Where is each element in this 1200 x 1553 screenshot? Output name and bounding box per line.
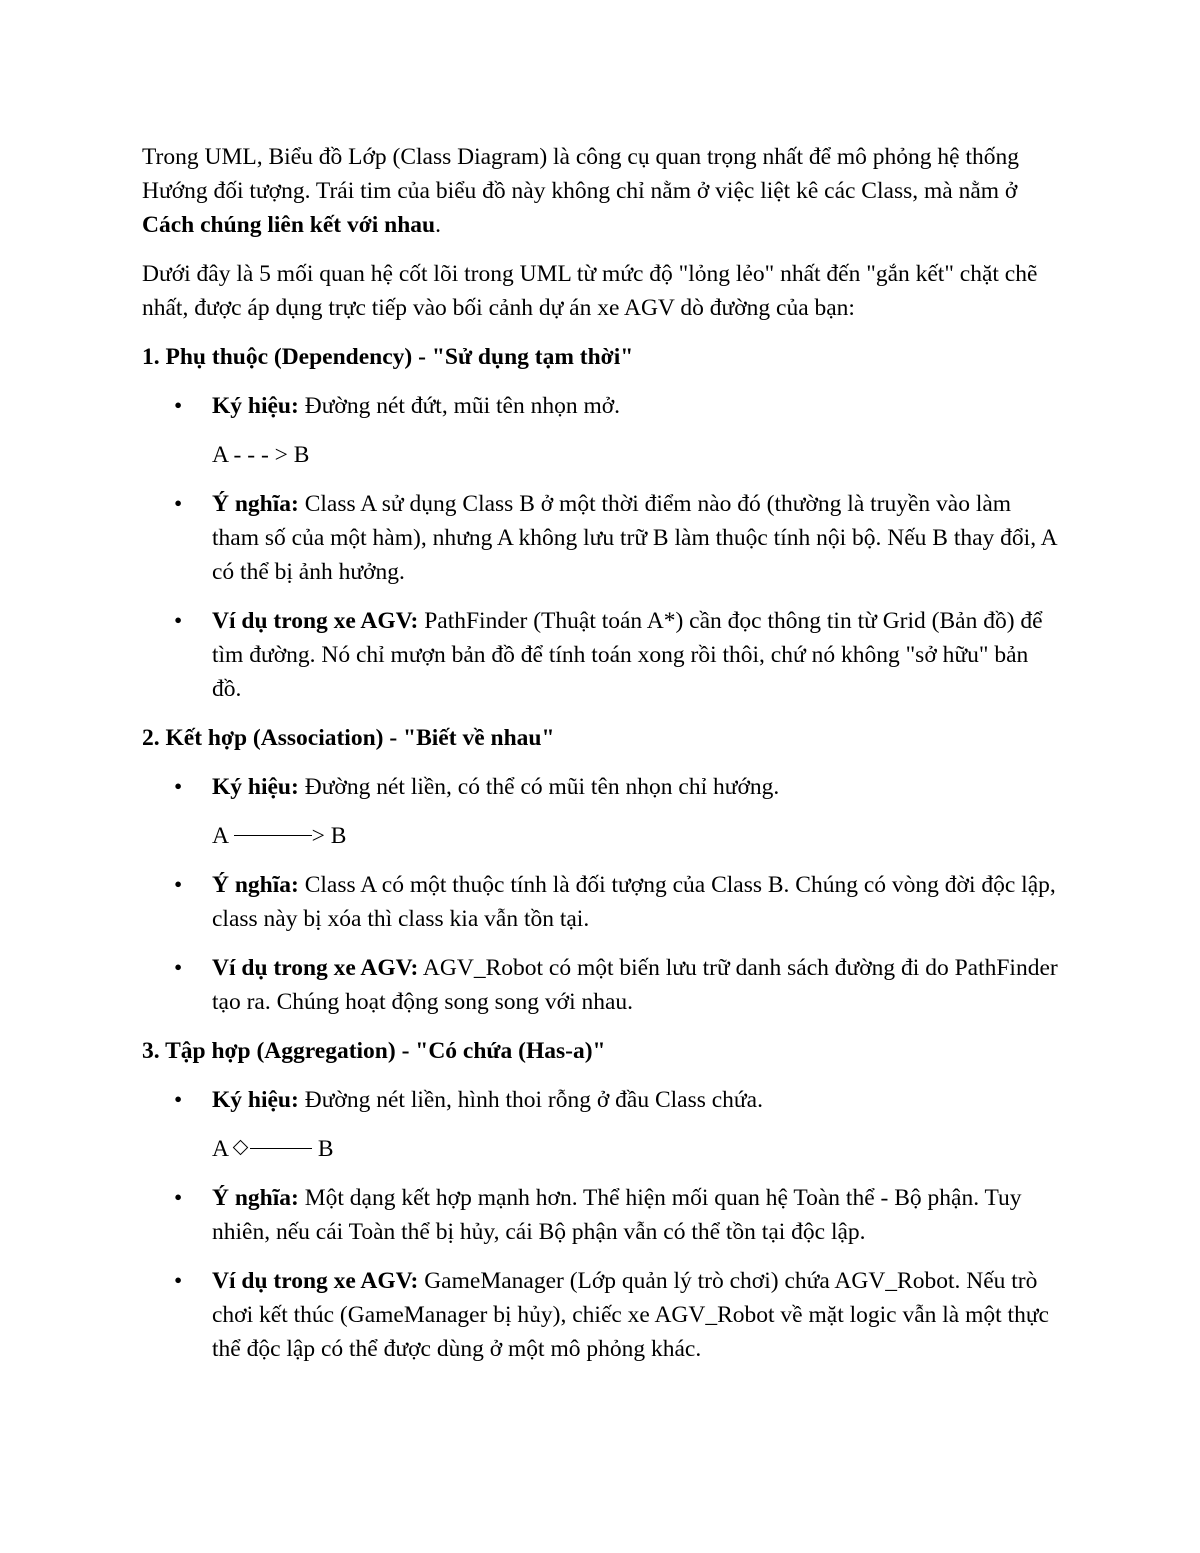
item-label: Ý nghĩa: — [212, 1185, 299, 1211]
intro-text: Trong UML, Biểu đồ Lớp (Class Diagram) là công cụ quan trọng nhất để mô phỏng hệ thống Hướng đối tượng. Trái tim của biểu đồ này không chỉ nằm ở việc liệt kê các Class, mà nằm ở — [142, 144, 1020, 204]
item-label: Ý nghĩa: — [212, 872, 299, 898]
notation-dependency: A - - - > B — [212, 442, 310, 468]
hollow-diamond-icon — [233, 1140, 249, 1156]
bullet-icon: • — [174, 393, 183, 419]
bullet-icon: • — [174, 1087, 183, 1113]
notation-aggregation — [142, 1132, 1062, 1166]
bullet-icon: • — [174, 872, 183, 898]
item-label: Ký hiệu: — [212, 393, 299, 419]
section-heading-association: 2. Kết hợp (Association) - "Biết về nhau" — [142, 725, 555, 751]
item-text: Đường nét liền, có thể có mũi tên nhọn chỉ hướng. — [298, 774, 780, 800]
list-item-symbol — [142, 1083, 1062, 1117]
item-label: Ký hiệu: — [212, 774, 299, 800]
intro-bold-text: Cách chúng liên kết với nhau — [142, 212, 436, 238]
item-text: Một dạng kết hợp mạnh hơn. Thể hiện mối quan hệ Toàn thể - Bộ phận. Tuy nhiên, nếu cái Toàn thể bị hủy, cái Bộ phận vẫn có thể tồn tại độc lập. — [212, 1185, 1022, 1245]
section-list-dependency — [142, 389, 1062, 423]
notation-right: > B — [311, 823, 347, 849]
notation-left: A — [212, 823, 234, 849]
item-text: GameManager (Lớp quản lý trò chơi) chứa AGV_Robot. Nếu trò chơi kết thúc (GameManager bị hủy), chiếc xe AGV_Robot về mặt logic vẫn là một thực thể độc lập có thể được dùng ở một mô phỏng khác. — [212, 1268, 1049, 1362]
section-list-aggregation-2 — [142, 1181, 1062, 1366]
intro-paragraph-2: Dưới đây là 5 mối quan hệ cốt lõi trong UML từ mức độ "lỏng lẻo" nhất đến "gắn kết" chặt chẽ nhất, được áp dụng trực tiếp vào bối cảnh dự án xe AGV dò đường của bạn: — [142, 261, 1038, 321]
list-item-example — [142, 604, 1062, 706]
bullet-icon: • — [174, 955, 183, 981]
section-heading-aggregation: 3. Tập hợp (Aggregation) - "Có chứa (Has-a)" — [142, 1038, 606, 1064]
item-text: Class A sử dụng Class B ở một thời điểm nào đó (thường là truyền vào làm tham số của một hàm), nhưng A không lưu trữ B làm thuộc tính nội bộ. Nếu B thay đổi, A có thể bị ảnh hưởng. — [212, 491, 1057, 585]
section-list-association-2 — [142, 868, 1062, 1019]
solid-line-icon — [234, 835, 312, 836]
item-text: AGV_Robot có một biến lưu trữ danh sách đường đi do PathFinder tạo ra. Chúng hoạt động song song với nhau. — [212, 955, 1058, 1015]
bullet-icon: • — [174, 1268, 183, 1294]
item-text: Đường nét liền, hình thoi rỗng ở đầu Class chứa. — [298, 1087, 763, 1113]
section-list-aggregation — [142, 1083, 1062, 1117]
document-page — [142, 140, 1062, 1381]
item-text: Class A có một thuộc tính là đối tượng của Class B. Chúng có vòng đời độc lập, class này bị xóa thì class kia vẫn tồn tại. — [212, 872, 1056, 932]
section-list-dependency-2 — [142, 487, 1062, 706]
list-item-meaning — [142, 1181, 1062, 1249]
intro-end: . — [435, 212, 441, 238]
item-text: PathFinder (Thuật toán A*) cần đọc thông tin từ Grid (Bản đồ) để tìm đường. Nó chỉ mượn bản đồ để tính toán xong rồi thôi, chứ nó không "sở hữu" bản đồ. — [212, 608, 1043, 702]
section-list-association — [142, 770, 1062, 804]
list-item-example — [142, 951, 1062, 1019]
intro-paragraph-1 — [142, 140, 1062, 242]
item-label: Ví dụ trong xe AGV: — [212, 955, 419, 981]
item-label: Ví dụ trong xe AGV: — [212, 608, 419, 634]
item-label: Ký hiệu: — [212, 1087, 299, 1113]
notation-association — [142, 819, 1062, 853]
bullet-icon: • — [174, 1185, 183, 1211]
section-heading-dependency: 1. Phụ thuộc (Dependency) - "Sử dụng tạm thời" — [142, 344, 634, 370]
item-label: Ví dụ trong xe AGV: — [212, 1268, 419, 1294]
list-item-symbol — [142, 770, 1062, 804]
bullet-icon: • — [174, 608, 183, 634]
list-item-symbol — [142, 389, 1062, 423]
list-item-meaning — [142, 487, 1062, 589]
list-item-example — [142, 1264, 1062, 1366]
item-text: Đường nét đứt, mũi tên nhọn mở. — [298, 393, 621, 419]
list-item-meaning — [142, 868, 1062, 936]
notation-right: B — [311, 1136, 334, 1162]
notation-left: A — [212, 1136, 229, 1162]
bullet-icon: • — [174, 774, 183, 800]
bullet-icon: • — [174, 491, 183, 517]
solid-line-icon — [250, 1148, 312, 1149]
item-label: Ý nghĩa: — [212, 491, 299, 517]
